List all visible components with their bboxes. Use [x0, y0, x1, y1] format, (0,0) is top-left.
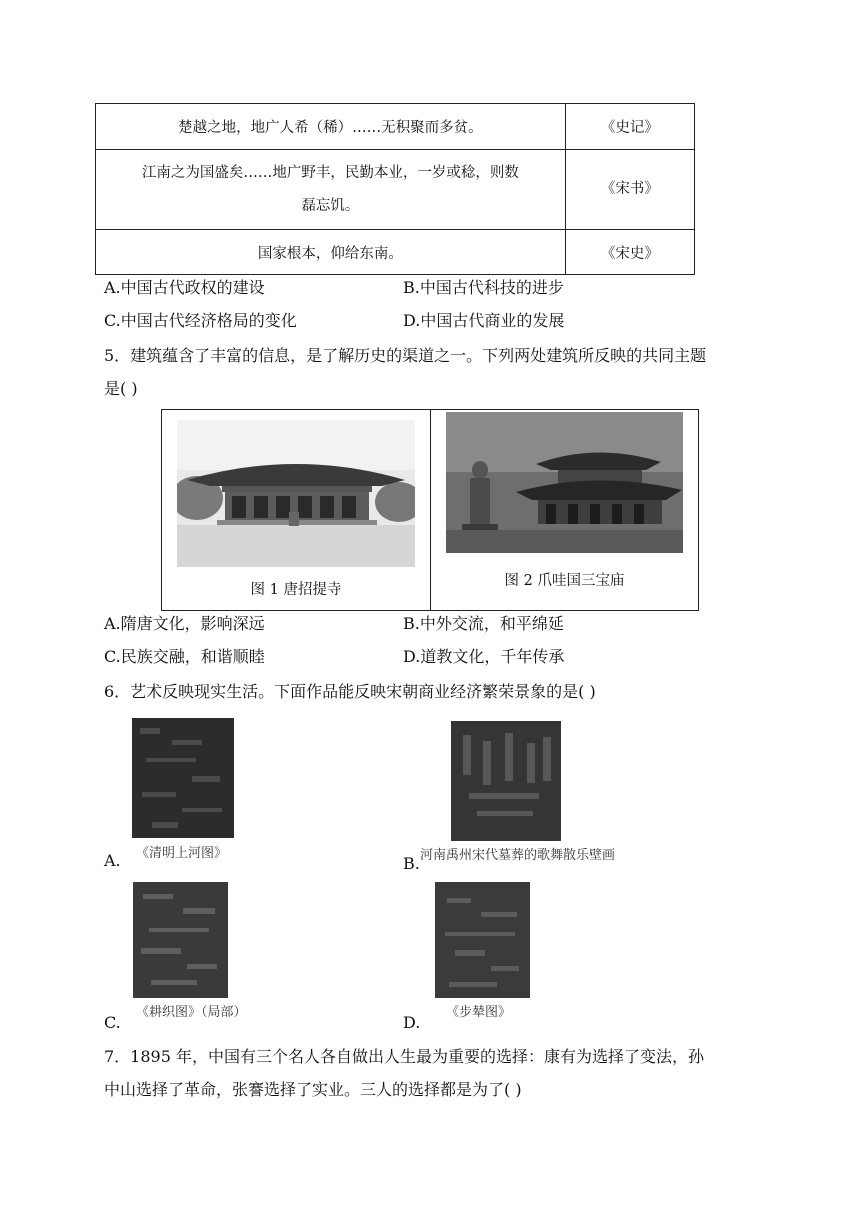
- q7-stem-line-1: 7．1895 年，中国有三个名人各自做出人生最为重要的选择：康有为选择了变法，孙: [104, 1047, 704, 1066]
- source-cell: 《宋史》: [565, 230, 694, 275]
- q5-option-c[interactable]: C.民族交融，和谐顺睦: [104, 647, 265, 666]
- q6-b-caption: 河南禹州宋代墓葬的歌舞散乐壁画: [420, 848, 616, 863]
- sam-poo-kong-photo: [446, 412, 683, 553]
- quote-line-1: 江南之为国盛矣……地广野丰，民勤本业，一岁或稔，则数: [141, 164, 519, 181]
- q6-c-caption: 《耕织图》（局部）: [136, 1005, 247, 1020]
- source-cell: 《宋书》: [565, 150, 694, 230]
- q6-stem: 6．艺术反映现实生活。下面作品能反映宋朝商业经济繁荣景象的是( ): [104, 682, 596, 701]
- table-row: [96, 150, 695, 230]
- q5-option-b[interactable]: B.中外交流，和平绵延: [403, 614, 564, 633]
- q6-option-d[interactable]: D.: [403, 1013, 421, 1032]
- quote-cell: 楚越之地，地广人希（稀）……无积聚而多贫。: [96, 104, 566, 150]
- fig1-caption: 图 1 唐招提寺: [250, 582, 342, 598]
- q4-option-c[interactable]: C.中国古代经济格局的变化: [104, 311, 297, 330]
- bunian-painting-image: [435, 882, 530, 998]
- yuzhou-mural-image: [451, 721, 561, 841]
- table-row: [96, 230, 695, 275]
- gengzhi-painting-image: [133, 882, 228, 998]
- q6-a-caption: 《清明上河图》: [136, 846, 228, 861]
- q5-option-a[interactable]: A.隋唐文化，影响深远: [104, 614, 265, 633]
- figure-divider: [430, 409, 431, 611]
- q5-option-d[interactable]: D.道教文化，千年传承: [403, 647, 565, 666]
- quote-cell: 国家根本，仰给东南。: [96, 230, 566, 275]
- q5-stem-line-2: 是( ): [104, 379, 138, 398]
- q6-option-b[interactable]: B.: [403, 854, 420, 873]
- toshodaiji-photo: [177, 420, 415, 567]
- q5-stem-line-1: 5．建筑蕴含了丰富的信息，是了解历史的渠道之一。下列两处建筑所反映的共同主题: [104, 346, 707, 365]
- q6-d-caption: 《步辇图》: [446, 1005, 512, 1020]
- source-table: [95, 103, 695, 275]
- table-row: [96, 104, 695, 150]
- quote-cell: [96, 150, 566, 230]
- source-cell: 《史记》: [565, 104, 694, 150]
- fig2-caption: 图 2 爪哇国三宝庙: [504, 573, 625, 589]
- q6-option-c[interactable]: C.: [104, 1013, 121, 1032]
- quote-line-2: 磊忘饥。: [301, 197, 360, 214]
- q6-option-a[interactable]: A.: [104, 851, 121, 870]
- qingming-painting-image: [132, 718, 234, 838]
- q4-option-a[interactable]: A.中国古代政权的建设: [104, 278, 265, 297]
- q4-option-b[interactable]: B.中国古代科技的进步: [403, 278, 564, 297]
- q4-option-d[interactable]: D.中国古代商业的发展: [403, 311, 565, 330]
- q7-stem-line-2: 中山选择了革命，张謇选择了实业。三人的选择都是为了( ): [104, 1080, 522, 1099]
